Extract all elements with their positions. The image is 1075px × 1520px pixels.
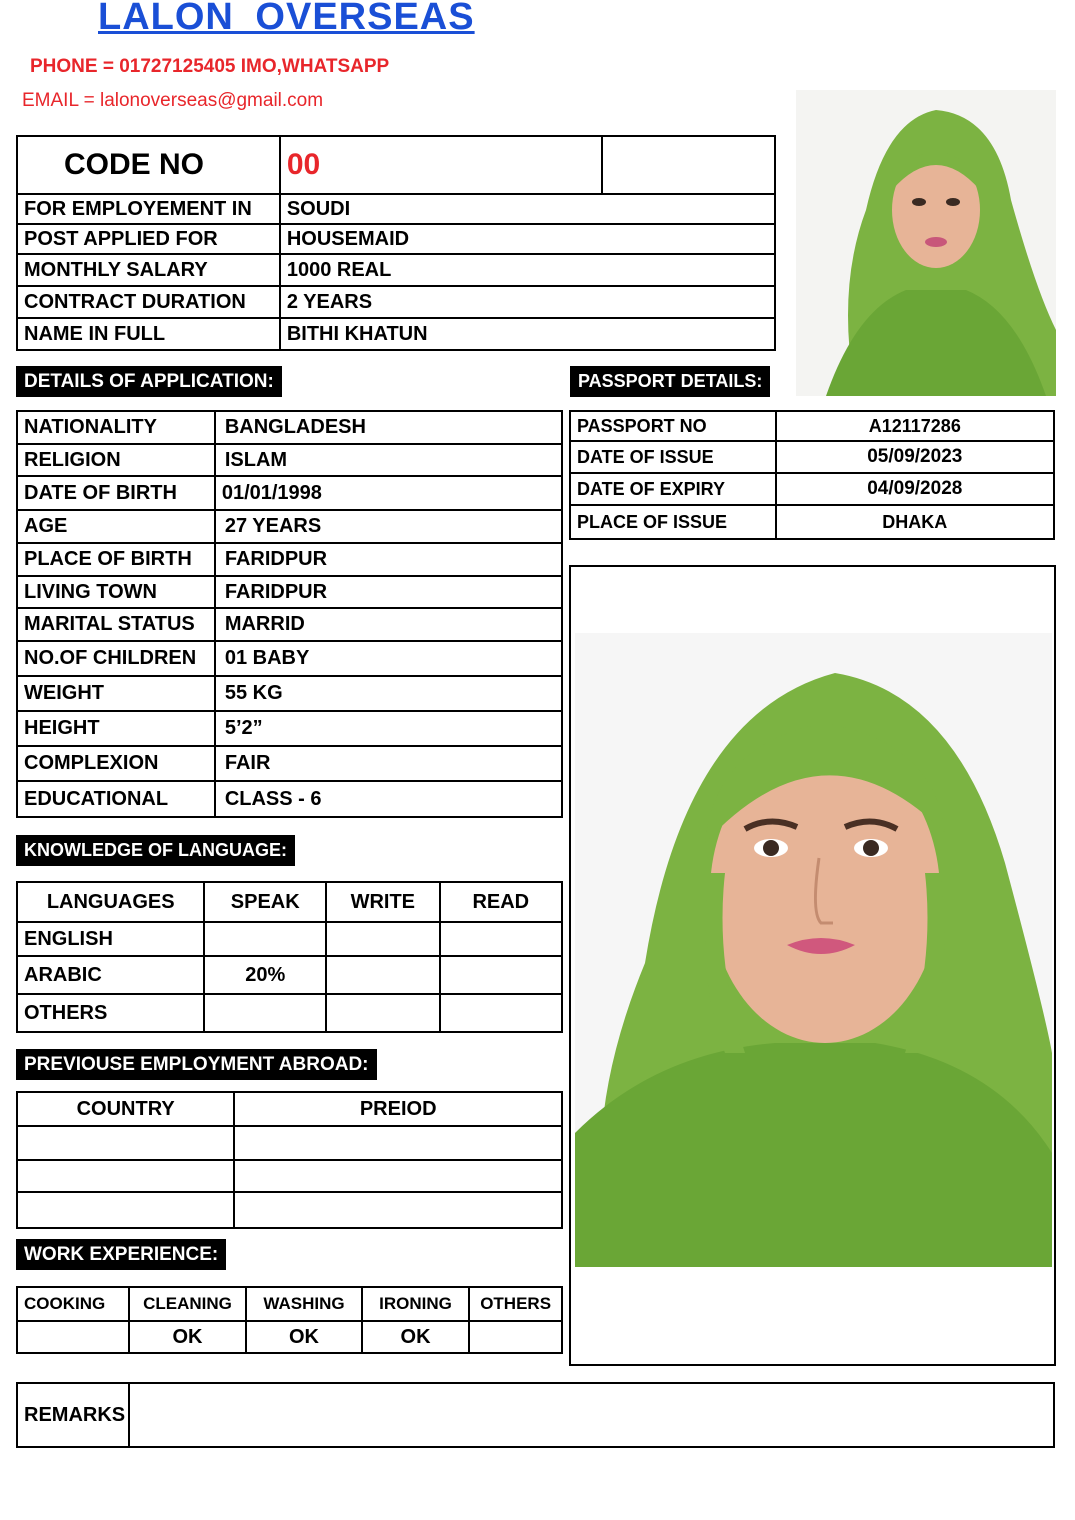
column-header: WRITE bbox=[326, 882, 440, 922]
field-label: LIVING TOWN bbox=[17, 576, 215, 608]
column-header: SPEAK bbox=[204, 882, 326, 922]
field-value: SOUDI bbox=[280, 194, 775, 224]
field-label: HEIGHT bbox=[17, 711, 215, 746]
field-value: 27 YEARS bbox=[215, 510, 562, 543]
field-value: ISLAM bbox=[215, 444, 562, 476]
column-header: COUNTRY bbox=[17, 1092, 234, 1126]
field-label: WEIGHT bbox=[17, 676, 215, 711]
cell bbox=[204, 994, 326, 1032]
field-label: CONTRACT DURATION bbox=[17, 286, 280, 318]
field-value: FAIR bbox=[215, 746, 562, 781]
passport-table bbox=[569, 410, 1055, 540]
phone-line: PHONE = 01727125405 IMO,WHATSAPP bbox=[30, 56, 390, 77]
field-label: NAME IN FULL bbox=[17, 318, 280, 350]
passport-label: PLACE OF ISSUE bbox=[570, 505, 776, 539]
cell: OK bbox=[362, 1321, 470, 1353]
cell bbox=[440, 994, 562, 1032]
passport-label: DATE OF ISSUE bbox=[570, 441, 776, 473]
cell bbox=[326, 994, 440, 1032]
field-label: POST APPLIED FOR bbox=[17, 224, 280, 254]
field-label: PLACE OF BIRTH bbox=[17, 543, 215, 576]
column-header: COOKING bbox=[17, 1287, 129, 1321]
heading-application: DETAILS OF APPLICATION: bbox=[16, 366, 282, 397]
heading-work-experience: WORK EXPERIENCE: bbox=[16, 1239, 226, 1270]
field-label: FOR EMPLOYEMENT IN bbox=[17, 194, 280, 224]
cell: OK bbox=[246, 1321, 362, 1353]
field-value: BITHI KHATUN bbox=[280, 318, 775, 350]
field-label: AGE bbox=[17, 510, 215, 543]
field-value: FARIDPUR bbox=[215, 543, 562, 576]
field-label: RELIGION bbox=[17, 444, 215, 476]
heading-previous-employment: PREVIOUSE EMPLOYMENT ABROAD: bbox=[16, 1049, 377, 1080]
cell bbox=[440, 956, 562, 994]
field-value: 01 BABY bbox=[215, 641, 562, 676]
cell bbox=[440, 922, 562, 956]
cell bbox=[234, 1192, 562, 1228]
column-header: OTHERS bbox=[469, 1287, 562, 1321]
cell bbox=[17, 1160, 234, 1192]
remarks-value bbox=[129, 1383, 1054, 1447]
cell bbox=[17, 1192, 234, 1228]
heading-language: KNOWLEDGE OF LANGUAGE: bbox=[16, 835, 295, 866]
passport-value: 05/09/2023 bbox=[776, 441, 1054, 473]
company-name: LALON OVERSEAS bbox=[98, 0, 475, 38]
column-header: LANGUAGES bbox=[17, 882, 204, 922]
field-label: DATE OF BIRTH bbox=[17, 476, 215, 510]
field-label: COMPLEXION bbox=[17, 746, 215, 781]
language-name: OTHERS bbox=[17, 994, 204, 1032]
passport-value: A12117286 bbox=[776, 411, 1054, 441]
column-header: WASHING bbox=[246, 1287, 362, 1321]
code-blank bbox=[602, 136, 775, 194]
cell bbox=[234, 1160, 562, 1192]
column-header: PREIOD bbox=[234, 1092, 562, 1126]
passport-label: DATE OF EXPIRY bbox=[570, 473, 776, 505]
application-table bbox=[16, 410, 563, 818]
language-table bbox=[16, 881, 563, 1033]
language-name: ENGLISH bbox=[17, 922, 204, 956]
field-label: EDUCATIONAL bbox=[17, 781, 215, 817]
column-header: CLEANING bbox=[129, 1287, 247, 1321]
passport-label: PASSPORT NO bbox=[570, 411, 776, 441]
column-header: READ bbox=[440, 882, 562, 922]
cell: 20% bbox=[204, 956, 326, 994]
cell bbox=[469, 1321, 562, 1353]
cell: OK bbox=[129, 1321, 247, 1353]
field-label: MONTHLY SALARY bbox=[17, 254, 280, 286]
code-label: CODE NO bbox=[17, 136, 280, 194]
column-header: IRONING bbox=[362, 1287, 470, 1321]
cell bbox=[17, 1126, 234, 1160]
work-experience-table bbox=[16, 1286, 563, 1354]
applicant-photo-large bbox=[575, 633, 1052, 1267]
remarks-table bbox=[16, 1382, 1055, 1448]
photo-frame bbox=[569, 565, 1056, 1366]
field-label: MARITAL STATUS bbox=[17, 608, 215, 641]
cell bbox=[326, 922, 440, 956]
field-label: NO.OF CHILDREN bbox=[17, 641, 215, 676]
passport-value: 04/09/2028 bbox=[776, 473, 1054, 505]
field-value: CLASS - 6 bbox=[215, 781, 562, 817]
cell bbox=[326, 956, 440, 994]
applicant-photo-small bbox=[796, 90, 1056, 396]
cell bbox=[234, 1126, 562, 1160]
field-label: NATIONALITY bbox=[17, 411, 215, 444]
cell bbox=[17, 1321, 129, 1353]
passport-value: DHAKA bbox=[776, 505, 1054, 539]
language-name: ARABIC bbox=[17, 956, 204, 994]
field-value: MARRID bbox=[215, 608, 562, 641]
previous-employment-table bbox=[16, 1091, 563, 1229]
code-value: 00 bbox=[280, 136, 602, 194]
field-value: 5’2” bbox=[215, 711, 562, 746]
email-line: EMAIL = lalonoverseas@gmail.com bbox=[22, 90, 324, 111]
field-value: 1000 REAL bbox=[280, 254, 775, 286]
field-value: 01/01/1998 bbox=[215, 476, 562, 510]
top-info-table bbox=[16, 135, 776, 351]
field-value: 2 YEARS bbox=[280, 286, 775, 318]
field-value: 55 KG bbox=[215, 676, 562, 711]
field-value: FARIDPUR bbox=[215, 576, 562, 608]
field-value: BANGLADESH bbox=[215, 411, 562, 444]
cell bbox=[204, 922, 326, 956]
field-value: HOUSEMAID bbox=[280, 224, 775, 254]
heading-passport: PASSPORT DETAILS: bbox=[570, 366, 770, 397]
remarks-label: REMARKS bbox=[17, 1383, 129, 1447]
